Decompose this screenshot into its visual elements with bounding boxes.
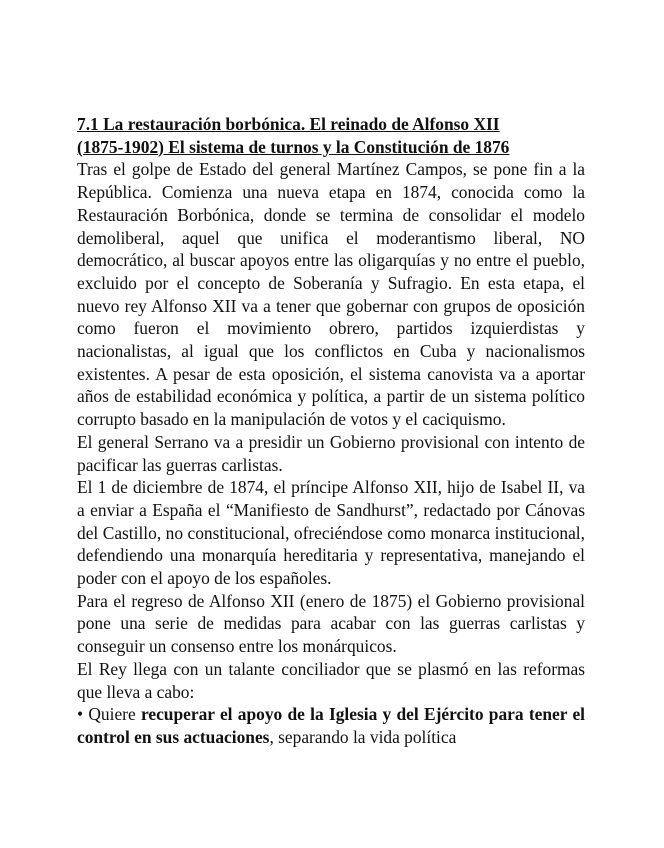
paragraph-regreso-alfonso: Para el regreso de Alfonso XII (enero de 1875) el Gobierno provisional pone una serie de medidas para acabar con las guerras carlistas y conseguir un consenso entre los monárquicos.: [77, 590, 585, 657]
bullet-bold-text: recuperar el apoyo de la Iglesia y del Ejército para tener el control en sus actuaciones: [77, 704, 585, 747]
document-title: [77, 113, 585, 158]
bullet-suffix: , separando la vida política: [269, 726, 457, 747]
paragraph-gobierno-serrano: El general Serrano va a presidir un Gobierno provisional con intento de pacificar las guerras carlistas.: [77, 431, 585, 475]
bullet-marker: •: [77, 704, 84, 725]
paragraph-rey-conciliador: El Rey llega con un talante conciliador que se plasmó en las reformas que lleva a cabo:: [77, 658, 585, 702]
paragraph-restauracion-intro: Tras el golpe de Estado del general Martínez Campos, se pone fin a la República. Comienza una nueva etapa en 1874, conocida como la Restauración Borbónica, donde se termina de consolidar el modelo demoliberal, aquel que unifica el moderantismo liberal, NO democrático, al buscar apoyos entre las oligarquías y no entre el pueblo, excluido por el concepto de Soberanía y Sufragio. En esta etapa, el nuevo rey Alfonso XII va a tener que gobernar con grupos de oposición como fueron el movimiento obrero, partidos izquierdistas y nacionalistas, al igual que los conflictos en Cuba y nacionalismos existentes. A pesar de esta oposición, el sistema canovista va a aportar años de estabilidad económica y política, a partir de un sistema político corrupto basado en la manipulación de votos y el caciquismo.: [77, 159, 585, 430]
bullet-item-iglesia-ejercito: [77, 703, 585, 748]
document-page: [77, 113, 585, 749]
bullet-prefix: Quiere: [83, 704, 141, 725]
paragraph-manifiesto-sandhurst: El 1 de diciembre de 1874, el príncipe Alfonso XII, hijo de Isabel II, va a enviar a España el “Manifiesto de Sandhurst”, redactado por Cánovas del Castillo, no constitucional, ofreciéndose como monarca institucional, defendiendo una monarquía hereditaria y representativa, manejando el poder con el apoyo de los españoles.: [77, 477, 585, 589]
title-line-1: 7.1 La restauración borbónica. El reinado de Alfonso XII: [77, 114, 500, 134]
title-line-2: (1875-1902) El sistema de turnos y la Constitución de 1876: [77, 136, 510, 157]
